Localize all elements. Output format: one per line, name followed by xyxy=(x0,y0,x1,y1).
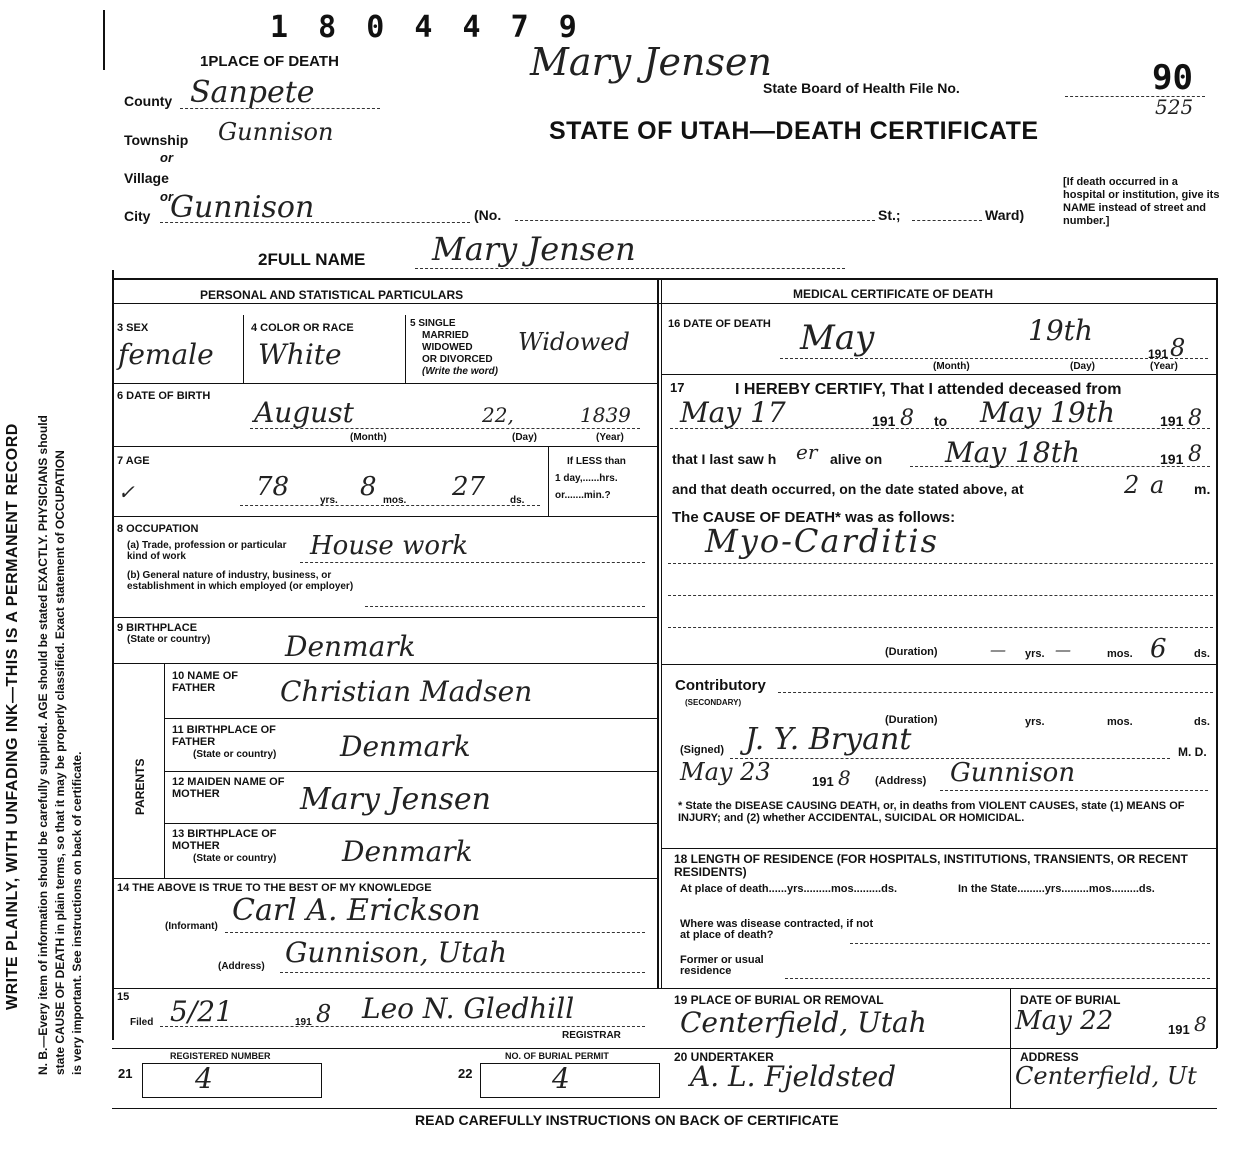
dob-month: August xyxy=(254,396,354,429)
mother-value: Mary Jensen xyxy=(300,782,492,817)
cause-line-1 xyxy=(668,563,1213,564)
cause-mos-caption: mos. xyxy=(1107,648,1133,660)
burial-year-prefix: 191 xyxy=(1168,1022,1190,1037)
row-line-birthplace xyxy=(112,663,657,664)
marital-value: Widowed xyxy=(518,328,630,356)
residence-contracted-line xyxy=(850,943,1210,944)
row-line-father-bp xyxy=(164,771,657,772)
occupation-line-b xyxy=(365,606,645,607)
signed-address-line xyxy=(940,790,1208,791)
street-number-label: (No. xyxy=(474,207,502,223)
grid-center-2 xyxy=(661,278,662,988)
informant-label: (Informant) xyxy=(165,921,218,932)
secondary-label: (SECONDARY) xyxy=(685,698,742,707)
row-line-occupation xyxy=(112,617,657,618)
township-value: Gunnison xyxy=(218,118,334,146)
birthplace-label: 9 BIRTHPLACE xyxy=(117,622,198,634)
signed-year: 8 xyxy=(838,766,851,790)
birthplace-sub: (State or country) xyxy=(127,634,211,645)
row-line-sex xyxy=(112,383,657,384)
certificate-title: STATE OF UTAH—DEATH CERTIFICATE xyxy=(549,117,1039,145)
signed-year-prefix: 191 xyxy=(812,774,834,789)
cause-duration-yrs: — xyxy=(990,640,1006,659)
hospital-note: [If death occurred in a hospital or institution, give its NAME instead of street and number.] xyxy=(1063,176,1220,227)
registrar-signature: Leo N. Gledhill xyxy=(362,992,575,1025)
dob-day-caption: (Day) xyxy=(512,432,538,443)
death-year-caption: (Year) xyxy=(1150,361,1178,372)
city-value: Gunnison xyxy=(170,190,315,225)
marital-label-5: (Write the word) xyxy=(422,366,498,377)
death-day: 19th xyxy=(1028,314,1093,347)
death-year-prefix: 191 xyxy=(1148,347,1169,361)
medical-header: MEDICAL CERTIFICATE OF DEATH xyxy=(793,287,993,301)
form-left-border xyxy=(112,270,114,1040)
age-days: 27 xyxy=(452,472,486,502)
sep-sex-color xyxy=(243,315,244,383)
signed-date: May 23 xyxy=(680,758,771,786)
color-label: 4 COLOR OR RACE xyxy=(251,322,354,334)
father-bp-label: 11 BIRTHPLACE OF FATHER xyxy=(172,724,276,748)
cause-value: Myo-Carditis xyxy=(705,522,940,560)
reg-num-box xyxy=(142,1063,322,1098)
mother-bp-value: Denmark xyxy=(342,835,473,868)
marital-label-2: MARRIED xyxy=(422,330,469,341)
color-value: White xyxy=(258,338,342,371)
attended-to-year: 8 xyxy=(1188,406,1202,431)
grid-center xyxy=(657,278,659,988)
name-heading: Mary Jensen xyxy=(530,40,772,84)
sex-label: 3 SEX xyxy=(117,322,149,334)
contributory-label: Contributory xyxy=(675,677,766,694)
alive-on-label: alive on xyxy=(830,451,883,467)
signed-address: Gunnison xyxy=(950,758,1076,788)
father-bp-sub: (State or country) xyxy=(193,749,277,760)
marital-label-1: 5 SINGLE xyxy=(410,318,456,329)
informant-value: Carl A. Erickson xyxy=(232,893,481,928)
attended-from: May 17 xyxy=(680,396,786,429)
reg-num-prefix: 21 xyxy=(118,1066,133,1081)
undertaker-address-label: ADDRESS xyxy=(1020,1050,1079,1064)
signed-value: J. Y. Bryant xyxy=(745,722,912,757)
or-label-2: or xyxy=(160,189,173,204)
registrar-label: REGISTRAR xyxy=(562,1030,621,1041)
city-label: City xyxy=(124,208,151,224)
death-month-caption: (Month) xyxy=(933,361,970,372)
occupation-line-a xyxy=(300,562,645,563)
death-day-caption: (Day) xyxy=(1070,361,1096,372)
row-line-filed xyxy=(112,988,1217,989)
attended-to: May 19th xyxy=(980,396,1115,429)
mother-label: 12 MAIDEN NAME OF MOTHER xyxy=(172,776,285,800)
full-name-label: 2FULL NAME xyxy=(258,250,366,269)
age-less-2: 1 day,......hrs. xyxy=(555,473,618,484)
grid-right xyxy=(1216,278,1218,1048)
father-value: Christian Madsen xyxy=(280,675,533,708)
grid-top xyxy=(112,278,1217,280)
death-date-label: 16 DATE OF DEATH xyxy=(668,318,771,330)
parents-label: PARENTS xyxy=(133,758,147,815)
age-months-caption: mos. xyxy=(383,495,407,506)
filed-label: Filed xyxy=(130,1017,154,1028)
attended-to-year-prefix: 191 xyxy=(1160,413,1184,429)
age-years-caption: yrs. xyxy=(320,495,338,506)
death-time: 2 xyxy=(1124,471,1140,499)
cause-line-3 xyxy=(668,627,1213,628)
occupation-label: 8 OCCUPATION xyxy=(117,523,199,535)
sep-burial xyxy=(1010,988,1011,1108)
dob-year: 1839 xyxy=(580,403,631,427)
last-saw-text: that I last saw h xyxy=(672,451,777,467)
death-occurred-text: and that death occurred, on the date stated above, at xyxy=(672,481,1024,497)
death-month: May xyxy=(800,318,875,358)
reg-num-value: 4 xyxy=(195,1062,213,1095)
age-months: 8 xyxy=(360,472,377,502)
dob-line xyxy=(250,428,640,429)
cause-label: The CAUSE OF DEATH* was as follows: xyxy=(672,509,956,526)
age-line xyxy=(240,505,540,506)
personal-header: PERSONAL AND STATISTICAL PARTICULARS xyxy=(200,288,464,302)
last-saw-pronoun: er xyxy=(796,440,818,464)
cause-line-2 xyxy=(668,595,1213,596)
burial-permit-box xyxy=(480,1063,660,1098)
mother-bp-sub: (State or country) xyxy=(193,853,277,864)
margin-note-permanent-record: WRITE PLAINLY, WITH UNFADING INK—THIS IS A PERMANENT RECORD xyxy=(4,423,21,1010)
occupation-b: (b) General nature of industry, business, or establishment in which employed (or employer) xyxy=(127,570,354,592)
county-value: Sanpete xyxy=(190,75,315,110)
filed-line xyxy=(160,1026,645,1027)
contrib-mos-caption: mos. xyxy=(1107,716,1133,728)
residence-former: Former or usual residence xyxy=(680,954,764,977)
age-label: 7 AGE xyxy=(117,455,150,467)
residence-former-line xyxy=(785,978,1210,979)
burial-permit-label: NO. OF BURIAL PERMIT xyxy=(505,1051,609,1061)
margin-note-line-1: N. B.—Every item of information should be carefully supplied. AGE should be stated EXACTLY. PHYSICIANS should xyxy=(36,415,50,1075)
burial-date-value: May 22 xyxy=(1015,1006,1114,1036)
county-label: County xyxy=(124,93,173,109)
cause-duration-days: 6 xyxy=(1150,634,1167,664)
age-check: ✓ xyxy=(118,480,135,504)
margin-note-line-2: state CAUSE OF DEATH in plain terms, so that it may be properly classified. Exact statement of OCCUPATION xyxy=(53,450,67,1075)
undertaker-value: A. L. Fjeldsted xyxy=(690,1060,897,1093)
undertaker-label: 20 UNDERTAKER xyxy=(674,1050,774,1064)
last-saw-year: 8 xyxy=(1188,442,1202,467)
cause-ds-caption: ds. xyxy=(1194,648,1210,660)
sep-color-marital xyxy=(405,315,406,383)
footnote: * State the DISEASE CAUSING DEATH, or, in deaths from VIOLENT CAUSES, state (1) MEANS OF INJURY; and (2) whether ACCIDENTAL, SUICIDAL OR HOMICIDAL. xyxy=(678,800,1185,824)
death-time-m: m. xyxy=(1194,481,1211,497)
md-label: M. D. xyxy=(1178,745,1207,759)
file-number-stamp: 1 8 0 4 4 7 9 xyxy=(270,10,583,45)
grid-bottom xyxy=(112,1108,1217,1109)
residence-place: At place of death......yrs.........mos.........ds. xyxy=(680,883,897,895)
signed-label: (Signed) xyxy=(680,744,724,756)
form-edge-mark xyxy=(103,10,105,70)
death-date-line xyxy=(780,358,1208,359)
contrib-ds-caption: ds. xyxy=(1194,716,1210,728)
last-saw-line xyxy=(910,466,1210,467)
ward-label: Ward) xyxy=(985,207,1025,223)
row-line-mother-bp xyxy=(112,878,657,879)
attended-line xyxy=(670,428,1210,429)
death-year: 8 xyxy=(1170,334,1186,362)
grid-header-bottom xyxy=(112,303,1217,304)
occupation-a: (a) Trade, profession or particular kind of work xyxy=(127,540,287,562)
burial-place-label: 19 PLACE OF BURIAL OR REMOVAL xyxy=(674,993,884,1007)
informant-address-line xyxy=(280,972,645,973)
age-years: 78 xyxy=(256,472,290,502)
age-less-3: or.......min.? xyxy=(555,490,611,501)
row-line-mother xyxy=(164,823,657,824)
dob-year-caption: (Year) xyxy=(596,432,624,443)
filed-year-prefix: 191 xyxy=(295,1017,312,1028)
burial-date-label: DATE OF BURIAL xyxy=(1020,993,1121,1007)
informant-address: Gunnison, Utah xyxy=(285,936,508,969)
row-line-death-date xyxy=(662,374,1217,375)
last-saw-year-prefix: 191 xyxy=(1160,451,1184,467)
to-label: to xyxy=(934,413,948,429)
residence-label: 18 LENGTH OF RESIDENCE (FOR HOSPITALS, INSTITUTIONS, TRANSIENTS, OR RECENT RESIDENTS) xyxy=(674,852,1188,879)
full-name-line xyxy=(415,268,845,269)
margin-note-line-3: is very important. See instructions on back of certificate. xyxy=(70,751,84,1075)
burial-permit-value: 4 xyxy=(552,1062,570,1095)
father-label: 10 NAME OF FATHER xyxy=(172,670,239,694)
township-label: Township xyxy=(124,132,189,148)
informant-line xyxy=(225,932,645,933)
city-line xyxy=(160,222,470,223)
certify-text: I HEREBY CERTIFY, That I attended deceased from xyxy=(735,381,1122,398)
informant-header: 14 THE ABOVE IS TRUE TO THE BEST OF MY KNOWLEDGE xyxy=(117,882,432,894)
death-time-suffix: a xyxy=(1150,471,1165,499)
father-bp-value: Denmark xyxy=(340,730,471,763)
cause-yrs-caption: yrs. xyxy=(1025,648,1045,660)
row-line-reg xyxy=(112,1048,1217,1049)
sep-age-less xyxy=(548,446,549,516)
row-line-dob xyxy=(112,446,657,447)
ward-line xyxy=(912,220,982,221)
cause-duration-label: (Duration) xyxy=(885,646,938,658)
burial-permit-prefix: 22 xyxy=(458,1066,473,1081)
row-line-age xyxy=(112,516,657,517)
dob-label: 6 DATE OF BIRTH xyxy=(117,390,211,402)
row-line-father xyxy=(164,718,657,719)
birthplace-value: Denmark xyxy=(285,630,416,663)
state-file-number: 90 xyxy=(1152,58,1193,98)
street-line xyxy=(515,220,875,221)
residence-contracted: Where was disease contracted, if not at place of death? xyxy=(680,918,874,941)
contrib-duration-label: (Duration) xyxy=(885,714,938,726)
last-saw-date: May 18th xyxy=(945,436,1080,469)
reg-num-label: REGISTERED NUMBER xyxy=(170,1051,271,1061)
filed-date: 5/21 xyxy=(170,995,233,1028)
informant-address-label: (Address) xyxy=(218,961,265,972)
village-label: Village xyxy=(124,170,169,186)
attended-from-year-prefix: 191 xyxy=(872,413,896,429)
row-line-cause xyxy=(662,664,1217,665)
occupation-value: House work xyxy=(310,531,469,561)
cause-duration-mos: — xyxy=(1055,640,1071,659)
sex-value: female xyxy=(118,338,214,371)
filed-number: 15 xyxy=(117,991,130,1003)
burial-year: 8 xyxy=(1194,1012,1207,1036)
contributory-line xyxy=(778,692,1213,693)
undertaker-address-value: Centerfield, Ut xyxy=(1015,1062,1197,1090)
state-file-subnumber: 525 xyxy=(1155,95,1194,119)
certify-number: 17 xyxy=(670,380,685,395)
mother-bp-label: 13 BIRTHPLACE OF MOTHER xyxy=(172,828,277,852)
contrib-yrs-caption: yrs. xyxy=(1025,716,1045,728)
burial-place-value: Centerfield, Utah xyxy=(680,1006,927,1039)
age-days-caption: ds. xyxy=(510,495,525,506)
filed-year: 8 xyxy=(316,1000,332,1028)
state-file-label: State Board of Health File No. xyxy=(763,80,960,96)
signed-address-label: (Address) xyxy=(875,775,927,787)
street-label: St.; xyxy=(878,207,901,223)
age-less-1: If LESS than xyxy=(567,456,626,467)
dob-month-caption: (Month) xyxy=(350,432,387,443)
place-of-death-label: 1PLACE OF DEATH xyxy=(200,53,339,70)
attended-from-year: 8 xyxy=(900,406,914,431)
dob-day: 22, xyxy=(482,403,514,427)
footer-instructions: READ CAREFULLY INSTRUCTIONS ON BACK OF CERTIFICATE xyxy=(415,1112,839,1128)
marital-label-4: OR DIVORCED xyxy=(422,354,493,365)
residence-state: In the State.........yrs.........mos.........ds. xyxy=(958,883,1155,895)
row-line-footnote xyxy=(662,848,1217,849)
or-label-1: or xyxy=(160,150,173,165)
marital-label-3: WIDOWED xyxy=(422,342,473,353)
full-name-value: Mary Jensen xyxy=(432,230,636,268)
